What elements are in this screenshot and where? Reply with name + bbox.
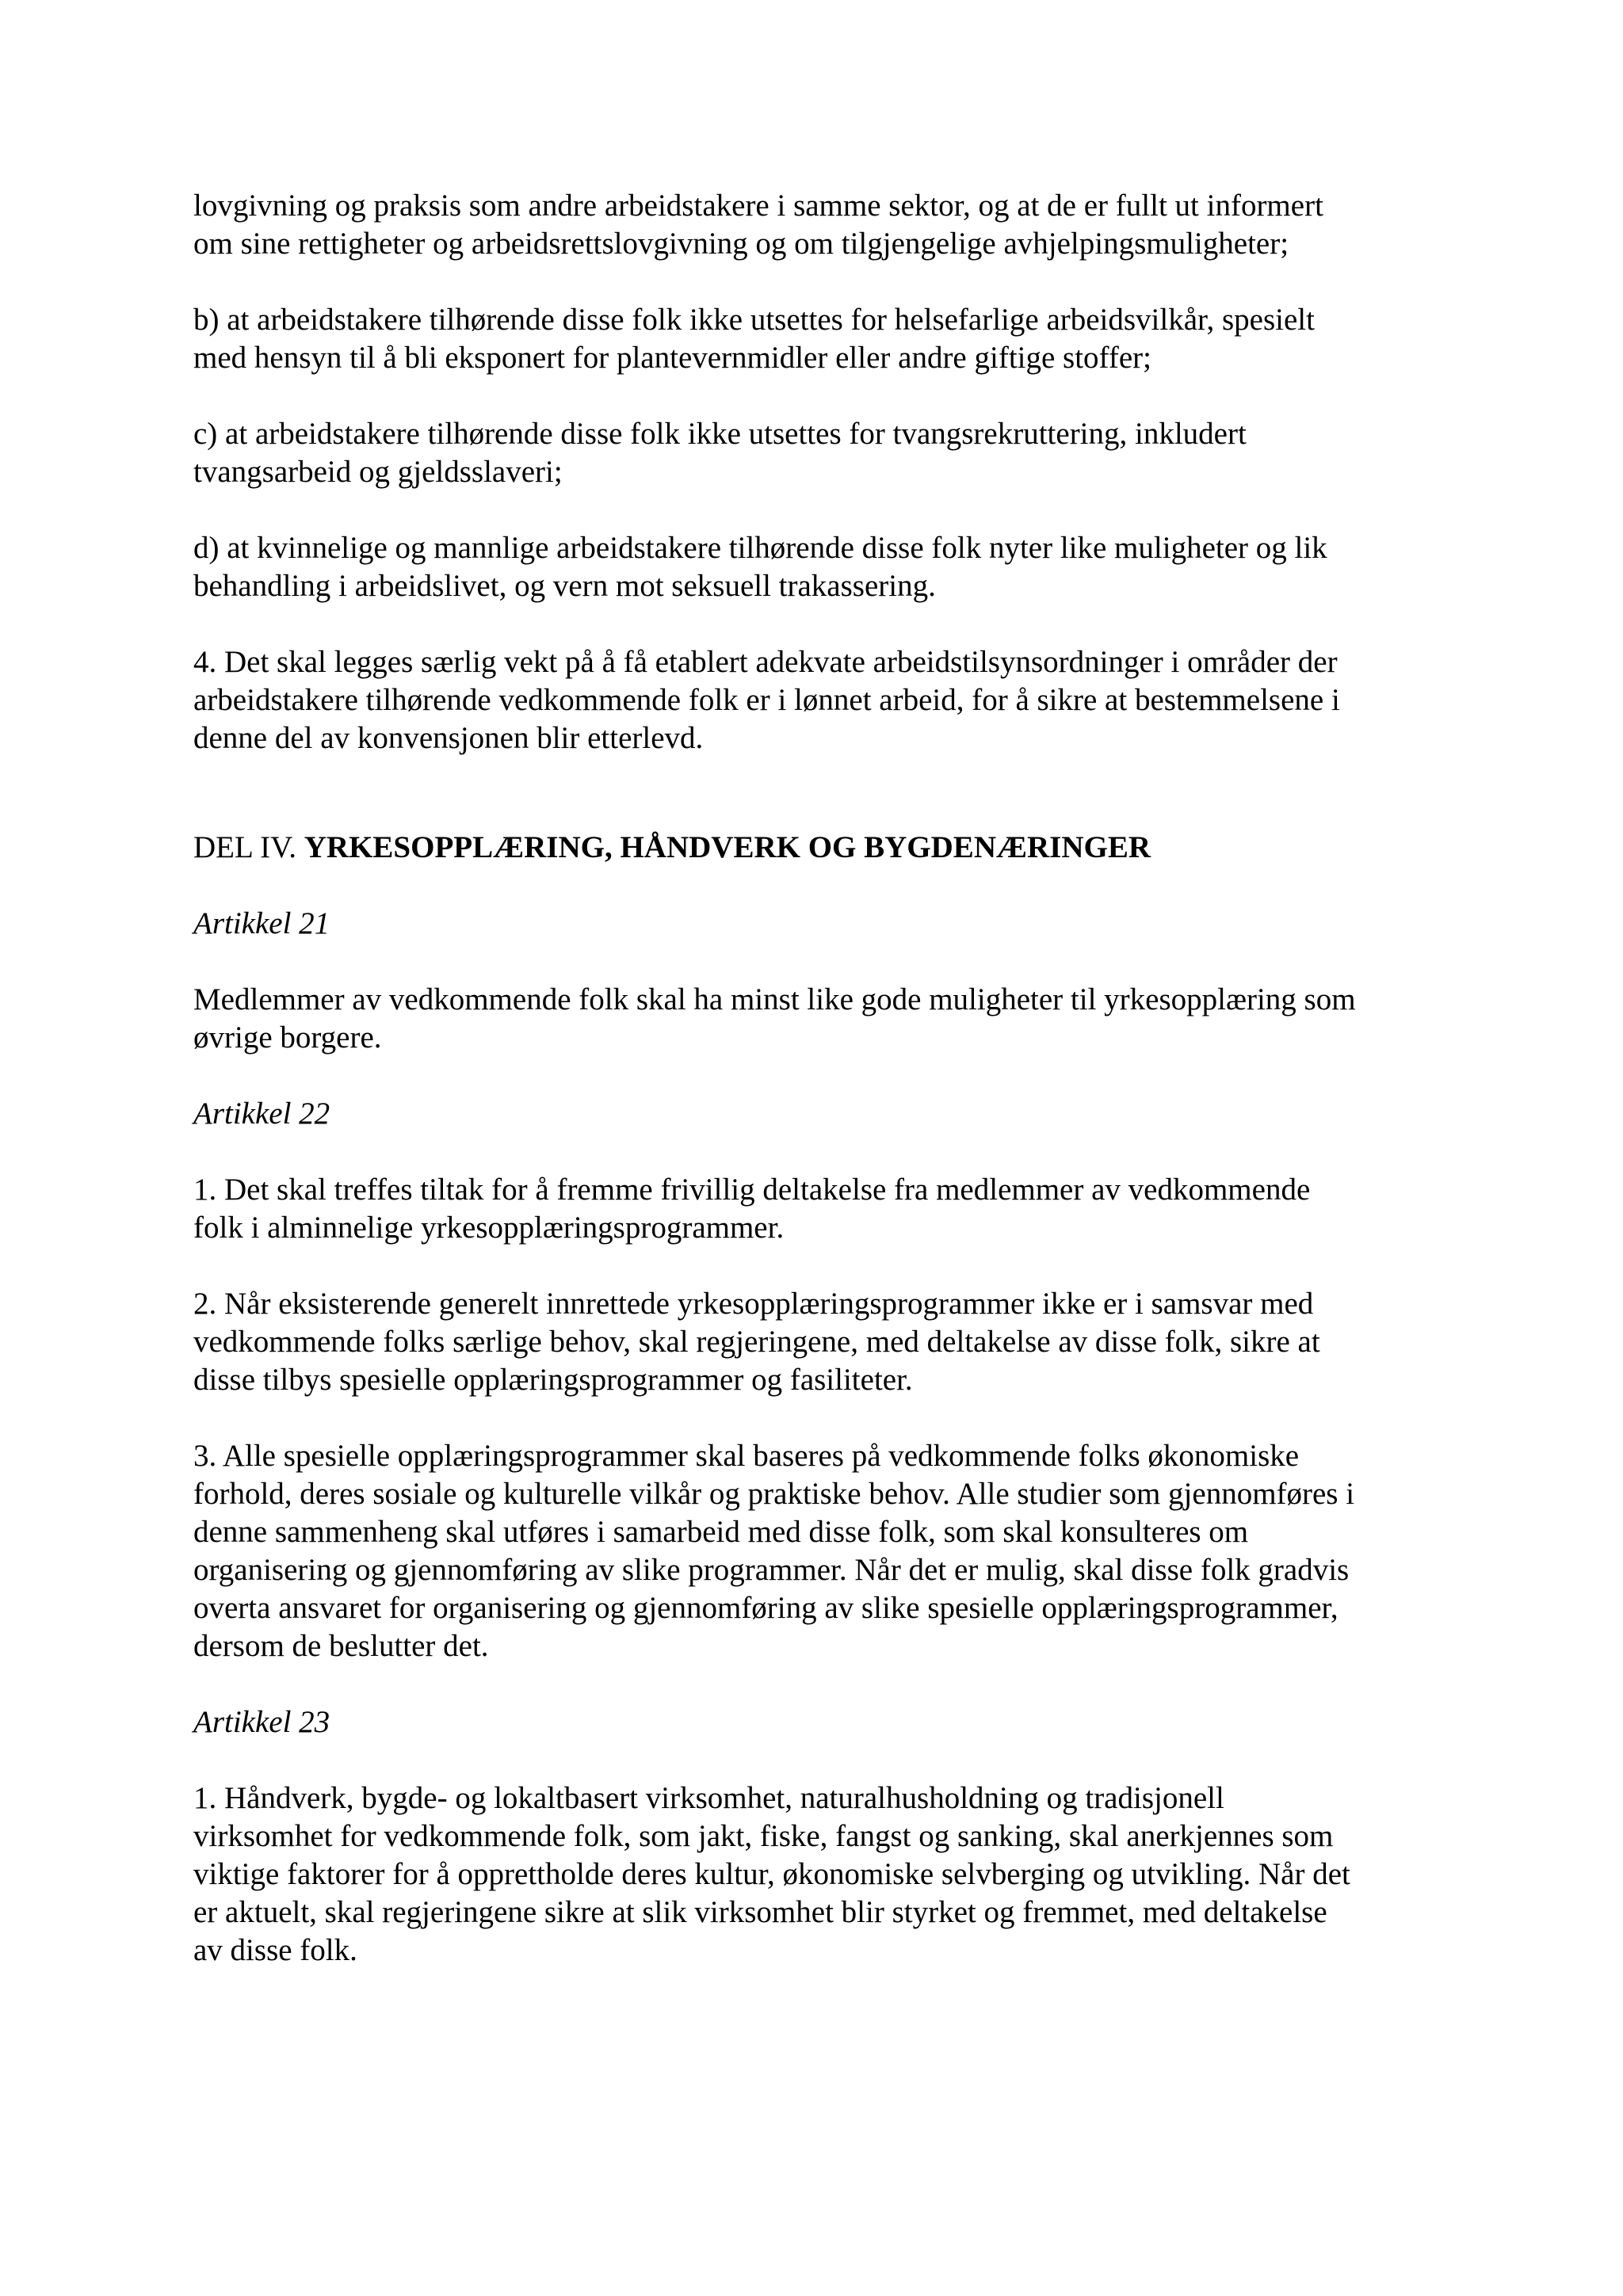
paragraph-item-b: b) at arbeidstakere tilhørende disse folk ikke utsettes for helsefarlige arbeidsvilkår, spesielt med hensyn til å bli eksponert for plantevernmidler eller andre giftige stoffer; (193, 303, 1315, 375)
section-title: YRKESOPPLÆRING, HÅNDVERK OG BYGDENÆRINGER (304, 830, 1151, 864)
paragraph-continuation: lovgivning og praksis som andre arbeidstakere i samme sektor, og at de er fullt ut informert om sine rettigheter og arbeidsrettslovgivning og om tilgjengelige avhjelpingsmuligheter; (193, 189, 1323, 261)
article-21-heading: Artikkel 21 (193, 906, 330, 940)
section-prefix: DEL IV. (193, 830, 304, 864)
article-22-paragraph-3: 3. Alle spesielle opplæringsprogrammer skal baseres på vedkommende folks økonomiske forhold, deres sosiale og kulturelle vilkår og praktiske behov. Alle studier som gjennomføres i denne sammenheng skal utføres i samarbeid med disse folk, som skal konsulteres om organisering og gjennomføring av slike programmer. Når det er mulig, skal disse folk gradvis overta ansvaret for organisering og gjennomføring av slike spesielle opplæringsprogrammer, dersom de beslutter det. (193, 1439, 1355, 1663)
paragraph-point-4: 4. Det skal legges særlig vekt på å få etablert adekvate arbeidstilsynsordninger i områder der arbeidstakere tilhørende vedkommende folk er i lønnet arbeid, for å sikre at bestemmelsene i denne del av konvensjonen blir etterlevd. (193, 645, 1340, 755)
article-23-paragraph-1: 1. Håndverk, bygde- og lokaltbasert virksomhet, naturalhusholdning og tradisjonell virksomhet for vedkommende folk, som jakt, fiske, fangst og sanking, skal anerkjennes som viktige faktorer for å opprettholde deres kultur, økonomiske selvberging og utvikling. Når det er aktuelt, skal regjeringene sikre at slik virksomhet blir styrket og fremmet, med deltakelse av disse folk. (193, 1781, 1350, 1967)
article-23-heading: Artikkel 23 (193, 1705, 330, 1739)
document-page (193, 187, 1461, 2008)
article-22-heading: Artikkel 22 (193, 1097, 330, 1131)
article-22-paragraph-1: 1. Det skal treffes tiltak for å fremme frivillig deltakelse fra medlemmer av vedkommende folk i alminnelige yrkesopplæringsprogrammer. (193, 1173, 1311, 1245)
paragraph-item-c: c) at arbeidstakere tilhørende disse folk ikke utsettes for tvangsrekruttering, inkludert tvangsarbeid og gjeldsslaveri; (193, 417, 1247, 489)
article-21-paragraph: Medlemmer av vedkommende folk skal ha minst like gode muligheter til yrkesopplæring som øvrige borgere. (193, 982, 1356, 1055)
paragraph-item-d: d) at kvinnelige og mannlige arbeidstakere tilhørende disse folk nyter like muligheter og lik behandling i arbeidslivet, og vern mot seksuell trakassering. (193, 531, 1327, 603)
article-22-paragraph-2: 2. Når eksisterende generelt innrettede yrkesopplæringsprogrammer ikke er i samsvar med vedkommende folks særlige behov, skal regjeringene, med deltakelse av disse folk, sikre at disse tilbys spesielle opplæringsprogrammer og fasiliteter. (193, 1287, 1320, 1397)
section-heading (193, 829, 1461, 867)
